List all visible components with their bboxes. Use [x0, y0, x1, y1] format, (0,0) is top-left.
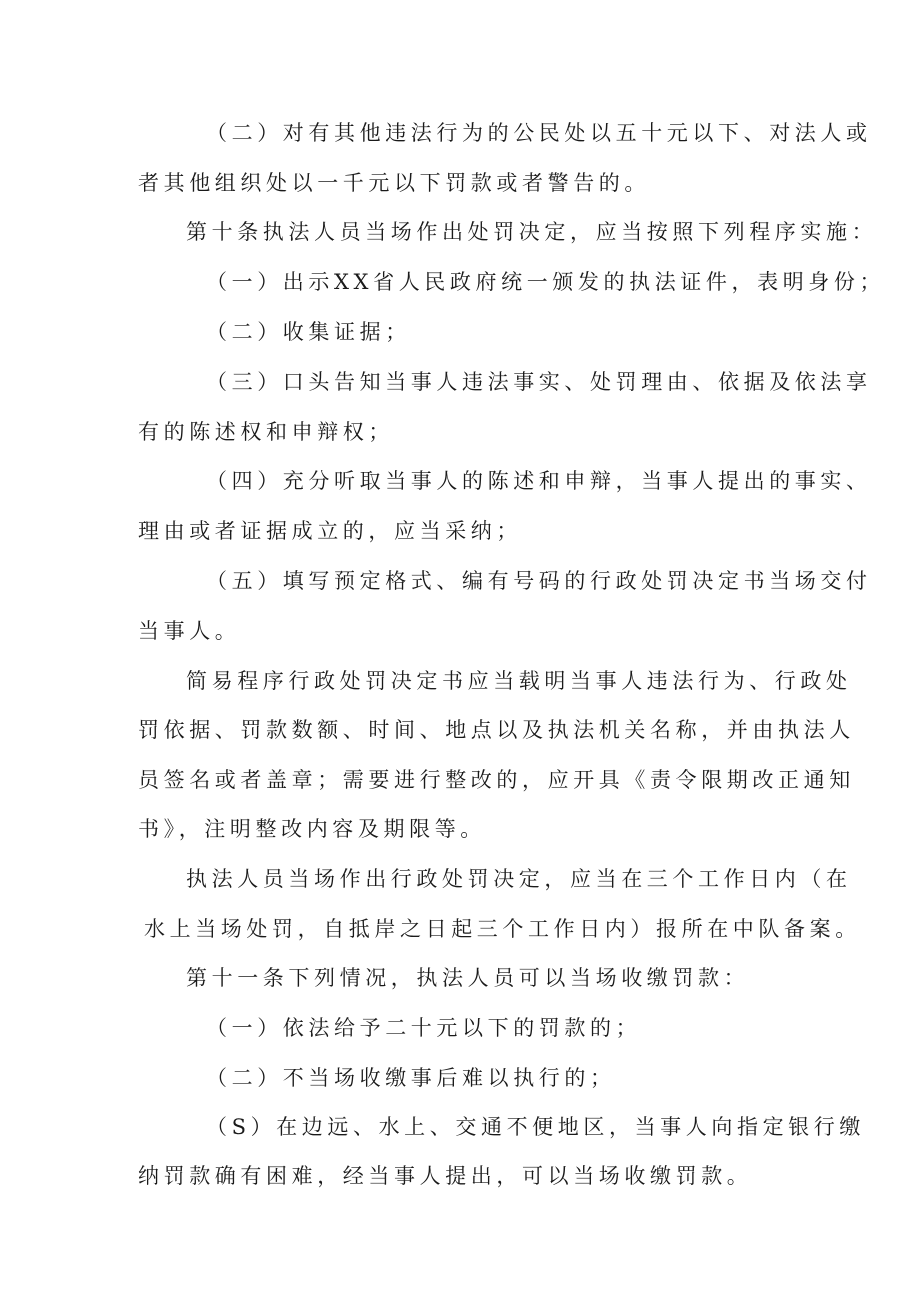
paragraph-line: 当事人。: [138, 619, 241, 643]
paragraph-line: 执法人员当场作出行政处罚决定，应当在三个工作日内（在: [186, 867, 852, 891]
paragraph-line: （四）充分听取当事人的陈述和申辩，当事人提出的事实、: [206, 469, 872, 493]
paragraph-line: 理由或者证据成立的，应当采纳；: [138, 519, 522, 543]
paragraph-line: 者其他组织处以一千元以下罚款或者警告的。: [138, 171, 650, 195]
paragraph-line: （一）出示XX省人民政府统一颁发的执法证件，表明身份；: [206, 270, 886, 294]
paragraph-line: 第十一条下列情况，执法人员可以当场收缴罚款：: [186, 966, 750, 990]
paragraph-line: （二）对有其他违法行为的公民处以五十元以下、对法人或: [206, 121, 872, 145]
paragraph-line: 书》，注明整改内容及期限等。: [138, 817, 486, 841]
paragraph-line: （S）在边远、水上、交通不便地区，当事人向指定银行缴: [206, 1115, 865, 1139]
paragraph-line: 第十条执法人员当场作出处罚决定，应当按照下列程序实施：: [186, 220, 878, 244]
paragraph-line: （三）口头告知当事人违法事实、处罚理由、依据及依法享: [206, 370, 872, 394]
paragraph-line: 简易程序行政处罚决定书应当载明当事人违法行为、行政处: [186, 669, 852, 693]
paragraph-line: （五）填写预定格式、编有号码的行政处罚决定书当场交付: [206, 569, 872, 593]
paragraph-line: （二）不当场收缴事后难以执行的；: [206, 1066, 616, 1090]
paragraph-line: 水上当场处罚，自抵岸之日起三个工作日内）报所在中队备案。: [144, 917, 861, 941]
paragraph-line: （二）收集证据；: [206, 320, 411, 344]
paragraph-line: 有的陈述权和申辩权；: [138, 420, 394, 444]
paragraph-line: 员签名或者盖章；需要进行整改的，应开具《责令限期改正通知: [138, 768, 855, 792]
paragraph-line: 罚依据、罚款数额、时间、地点以及执法机关名称，并由执法人: [138, 718, 855, 742]
paragraph-line: （一）依法给予二十元以下的罚款的；: [206, 1016, 642, 1040]
paragraph-line: 纳罚款确有困难，经当事人提出，可以当场收缴罚款。: [138, 1164, 753, 1188]
